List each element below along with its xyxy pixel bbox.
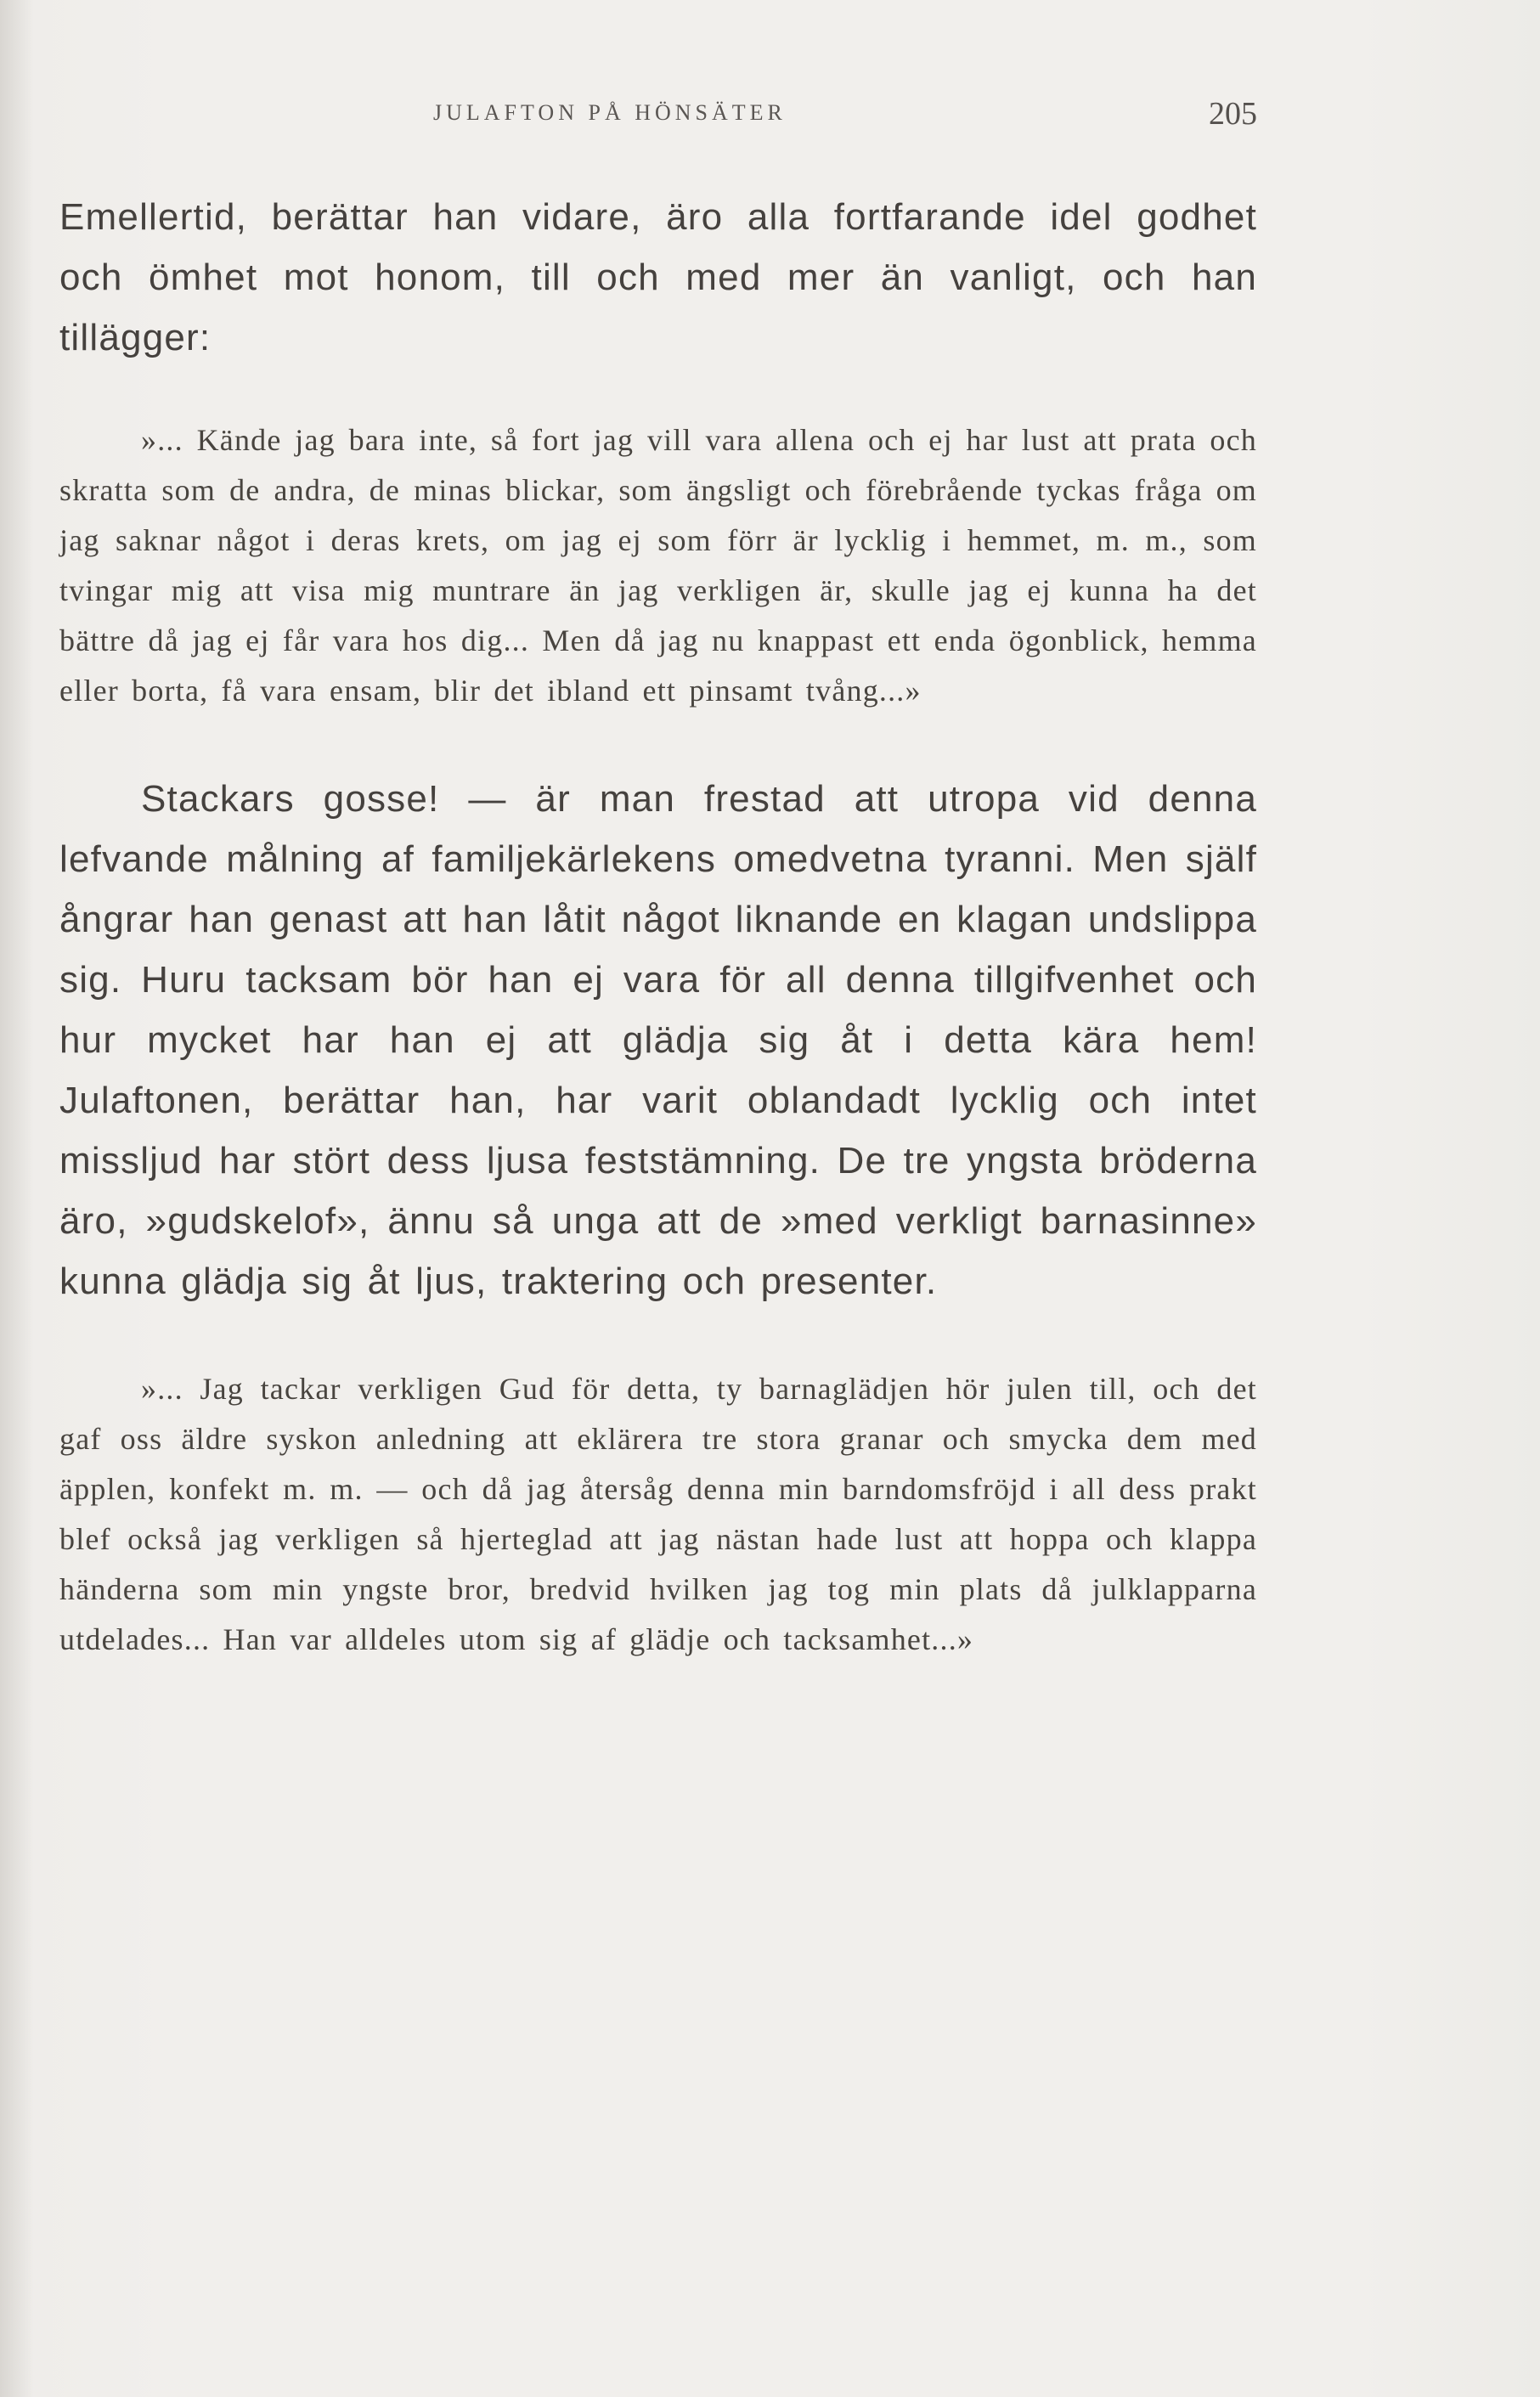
body-paragraph-2: Stackars gosse! — är man frestad att utropa vid denna lefvande målning af familjekärlekens omedvetna tyranni. Men själf ångrar han genast att han låtit något liknande en klagan undslippa sig. Huru tacksam bör han ej vara för all denna tillgifvenhet och hur mycket har han ej att glädja sig åt i detta kära hem! Julaftonen, berättar han, har varit oblandadt lycklig och intet missljud har stört dess ljusa feststämning. De tre yngsta bröderna äro, »gudskelof», ännu så unga att de »med verkligt barnasinne» kunna glädja sig åt ljus, traktering och presenter. xyxy=(59,778,1257,1302)
book-page xyxy=(59,93,1257,1665)
page-number: 205 xyxy=(1209,96,1257,132)
running-head xyxy=(59,93,1257,144)
book-gutter xyxy=(0,0,34,2397)
quoted-letter-1: »... Kände jag bara inte, så fort jag vill vara allena och ej har lust att prata och skratta som de andra, de minas blickar, som ängsligt och förebrående tyckas fråga om jag saknar något i deras krets, om jag ej som förr är lycklig i hemmet, m. m., som tvingar mig att visa mig muntrare än jag verkligen är, skulle jag ej kunna ha det bättre då jag ej får vara hos dig... Men då jag nu knappast ett enda ögonblick, hemma eller borta, få vara ensam, blir det ibland ett pinsamt tvång...» xyxy=(59,423,1257,708)
quoted-letter-2: »... Jag tackar verkligen Gud för detta, ty barnaglädjen hör julen till, och det gaf oss äldre syskon anledning att eklärera tre stora granar och smycka dem med äpplen, konfekt m. m. — och då jag återsåg denna min barndomsfröjd i all dess prakt blef också jag verkligen så hjerteglad att jag nästan hade lust att hoppa och klappa händerna som min yngste bror, bredvid hvilken jag tog min plats då julklapparna utdelades... Han var alldeles utom sig af glädje och tacksamhet...» xyxy=(59,1372,1257,1656)
running-title: JULAFTON PÅ HÖNSÄTER xyxy=(433,100,787,125)
body-paragraph-1: Emellertid, berättar han vidare, äro alla fortfarande idel godhet och ömhet mot honom, till och med mer än vanligt, och han tillägger: xyxy=(59,196,1257,358)
